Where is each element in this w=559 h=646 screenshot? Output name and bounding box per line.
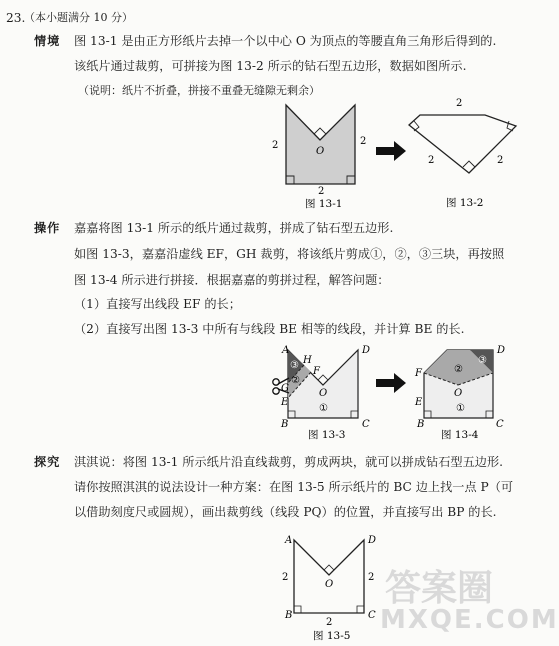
fig3-point-g: G xyxy=(281,383,289,394)
fig3-label-piece-1: ① xyxy=(319,403,328,414)
fig5-paper xyxy=(294,540,364,613)
fig4-label-piece-1: ① xyxy=(456,403,465,414)
operation-label: 操作 xyxy=(34,221,61,235)
fig4-label-piece-3: ③ xyxy=(478,355,487,366)
fig3-point-c: C xyxy=(362,419,370,430)
fig3-caption: 图 13-3 xyxy=(308,429,346,441)
fig5-caption: 图 13-5 xyxy=(313,630,351,642)
fig2-left-side-label: 2 xyxy=(428,155,435,166)
watermark-logo: 答案圈 xyxy=(385,568,494,609)
fig5-point-b: B xyxy=(285,610,293,621)
fig5-corner-mark-right xyxy=(357,606,364,613)
fig3-point-o: O xyxy=(319,388,328,399)
fig4-point-b: B xyxy=(417,419,425,430)
fig4-point-e: E xyxy=(415,397,423,408)
fig1-caption: 图 13-1 xyxy=(305,198,343,210)
fig5-point-d: D xyxy=(368,535,377,546)
fig3-point-e: E xyxy=(281,397,289,408)
explore-line-2: 请你按照淇淇的说法设计一种方案：在图 13-5 所示纸片的 BC 边上找一点 P（可 xyxy=(74,480,514,494)
fig5-point-a: A xyxy=(285,535,293,546)
question-score: （本小题满分 10 分） xyxy=(24,11,133,24)
fig1-right-side-label: 2 xyxy=(360,136,367,147)
fig5-bottom-side-label: 2 xyxy=(326,617,333,628)
fig3-label-piece-3: ③ xyxy=(290,360,299,371)
fig5-right-side-label: 2 xyxy=(368,572,375,583)
fig4-caption: 图 13-4 xyxy=(441,429,479,441)
fig5-left-side-label: 2 xyxy=(282,572,289,583)
operation-line-1: 嘉嘉将图 13-1 所示的纸片通过裁剪，拼成了钻石型五边形. xyxy=(74,221,394,235)
fig1-bottom-side-label: 2 xyxy=(318,186,325,197)
fig3-point-h: H xyxy=(303,355,312,366)
fig1-point-o: O xyxy=(316,146,325,157)
fig2-right-side-label: 2 xyxy=(497,155,504,166)
fig3-point-a: A xyxy=(282,345,290,356)
fig3-point-f: F xyxy=(313,366,320,377)
fig4-point-c: C xyxy=(496,419,504,430)
explore-label: 探究 xyxy=(34,455,61,469)
fig2-top-side-label: 2 xyxy=(456,98,463,109)
fig3-point-b: B xyxy=(281,419,289,430)
fig4-point-d: D xyxy=(497,345,506,356)
fig4-label-piece-2: ② xyxy=(454,364,463,375)
question-number: 23. xyxy=(6,11,26,25)
fig5-point-o: O xyxy=(325,579,334,590)
fig4-point-f: F xyxy=(415,368,422,379)
situation-line-1: 图 13-1 是由正方形纸片去掉一个以中心 O 为顶点的等腰直角三角形后得到的. xyxy=(74,34,497,48)
operation-line-2: 如图 13-3，嘉嘉沿虚线 EF，GH 裁剪，将该纸片剪成①，②，③三块，再按照 xyxy=(74,247,505,261)
fig4-point-o: O xyxy=(454,388,463,399)
fig5-point-c: C xyxy=(368,610,376,621)
fig5-right-angle-mark xyxy=(324,565,334,575)
operation-question-2: （2）直接写出图 13-3 中所有与线段 BE 相等的线段，并计算 BE 的长. xyxy=(74,322,465,336)
fig3-point-d: D xyxy=(362,345,371,356)
fig5-corner-mark-left xyxy=(294,606,301,613)
explore-line-3: 以借助刻度尺或圆规），画出裁剪线（线段 PQ）的位置，并直接写出 BP 的长. xyxy=(74,505,497,519)
explore-line-1: 淇淇说：将图 13-1 所示纸片沿直线裁剪，剪成两块，就可以拼成钻石型五边形. xyxy=(74,455,504,469)
fig1-left-side-label: 2 xyxy=(272,140,279,151)
operation-line-3: 图 13-4 所示进行拼接．根据嘉嘉的剪拼过程，解答问题： xyxy=(74,273,390,287)
situation-label: 情境 xyxy=(34,34,61,48)
situation-note: （说明：纸片不折叠，拼接不重叠无缝隙无剩余） xyxy=(78,84,320,97)
watermark-url: MXQE.COM xyxy=(380,605,559,635)
situation-line-2: 该纸片通过裁剪，可拼接为图 13-2 所示的钻石型五边形，数据如图所示. xyxy=(74,59,467,73)
fig2-caption: 图 13-2 xyxy=(446,197,484,209)
fig3-label-piece-2: ② xyxy=(291,375,300,386)
operation-question-1: （1）直接写出线段 EF 的长； xyxy=(74,297,241,311)
